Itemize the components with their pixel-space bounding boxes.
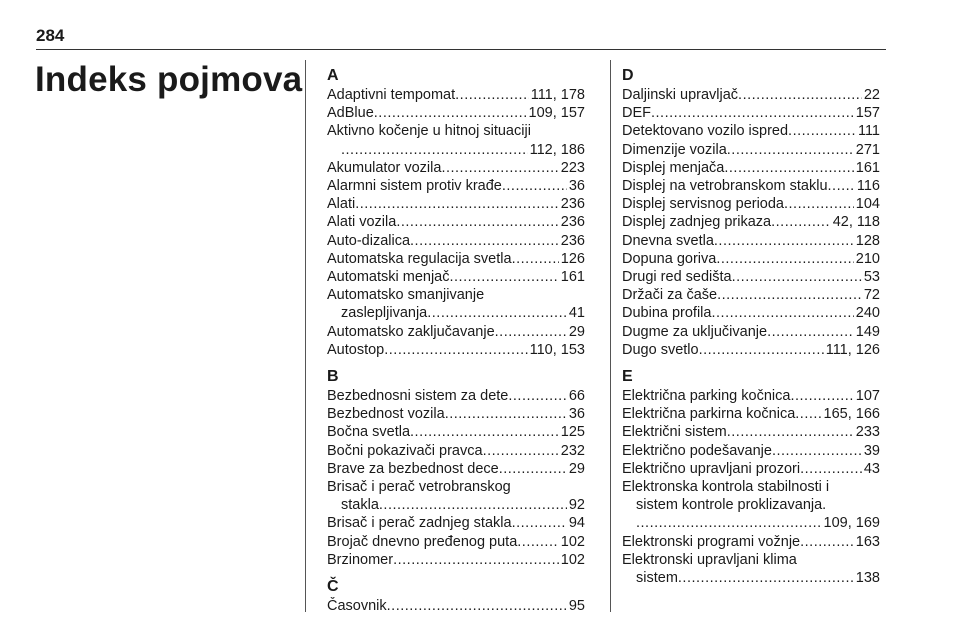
entry-pages: 163 [855,533,880,550]
entry-term: Aktivno kočenje u hitnoj situaciji [327,123,531,140]
dot-leader [738,86,862,104]
index-entry [622,442,880,460]
column-divider-left [305,60,306,612]
entry-term: Displej na vetrobranskom staklu [622,178,828,195]
dot-leader [410,232,559,250]
entry-pages: 22 [863,87,880,103]
entry-pages: 110, 153 [529,341,585,358]
entry-pages: 36 [568,406,585,423]
entry-continuation [327,496,585,514]
index-entry [622,405,880,423]
entry-continuation [622,569,880,587]
entry-term: Drugi red sedišta [622,269,732,286]
entry-pages: 94 [568,515,585,532]
entry-term-continuation: sistem kontrole proklizavanja. [636,497,827,514]
entry-pages: 240 [855,305,880,322]
dot-leader [384,341,527,359]
index-entry [622,104,880,122]
index-entry [622,177,880,195]
index-entry [622,323,880,341]
entry-pages: 236 [560,232,585,249]
entry-term: Dugo svetlo [622,341,699,358]
dot-leader [828,177,855,195]
dot-leader [636,514,822,532]
entry-term: Displej servisnog perioda [622,196,784,213]
entry-term: Akumulator vozila [327,159,442,176]
entry-term: Bočna svetla [327,424,411,441]
entry-pages: 29 [568,460,585,477]
entry-term: Detektovano vozilo ispred [622,123,789,140]
index-entry [327,514,585,532]
index-entry [327,213,585,231]
dot-leader [396,213,558,231]
dot-leader [445,405,567,423]
entry-pages: 102 [560,551,585,568]
entry-pages: 165, 166 [823,406,880,423]
index-entry [327,159,585,177]
entry-term: Automatski menjač [327,269,450,286]
index-entry [327,533,585,551]
dot-leader [651,104,854,122]
dot-leader [717,286,862,304]
index-entry [622,195,880,213]
index-column-2 [622,66,880,587]
dot-leader [732,268,862,286]
index-entry [327,597,585,615]
index-entry [327,86,585,104]
entry-pages: 42, 118 [832,214,880,231]
index-entry [327,423,585,441]
index-entry [327,195,585,213]
entry-term: Dugme za uključivanje [622,323,768,340]
entry-term: Automatsko zaključavanje [327,323,495,340]
entry-continuation [622,514,880,532]
entry-term: Brisač i perač zadnjeg stakla [327,515,512,532]
dot-leader [512,250,559,268]
index-section [327,577,585,615]
entry-continuation [327,304,585,322]
index-column-1 [327,66,585,615]
index-entry [622,304,880,322]
entry-term: Daljinski upravljač [622,87,739,103]
entry-term: Dnevna svetla [622,232,714,249]
entry-term: Električni sistem [622,424,727,441]
entry-pages: 138 [855,570,880,587]
dot-leader [502,177,567,195]
entry-term: Električna parking kočnica [622,388,791,405]
index-section [327,66,585,359]
dot-leader [495,323,567,341]
entry-pages: 233 [855,424,880,441]
entry-term: Displej zadnjeg prikaza [622,214,772,231]
entry-term: Adaptivni tempomat [327,87,456,103]
index-entry [622,122,880,140]
entry-pages: 149 [855,323,880,340]
entry-term: Automatsko smanjivanje [327,287,485,304]
index-entry [622,268,880,286]
entry-pages: 102 [560,533,585,550]
column-divider-right [610,60,611,612]
entry-term-continuation: sistem [636,570,678,587]
dot-leader [508,387,567,405]
index-section [622,367,880,587]
index-entry [327,232,585,250]
page-number: 284 [36,26,65,45]
entry-term: AdBlue [327,105,374,122]
index-entry [622,423,880,441]
index-entry [327,177,585,195]
entry-pages: 161 [560,269,585,286]
entry-continuation [327,141,585,159]
index-entry [327,122,585,158]
header-rule [36,49,886,50]
entry-pages: 109, 157 [528,105,585,122]
entry-term: Alarmni sistem protiv krađe [327,178,502,195]
entry-term: Brzinomer [327,551,394,568]
entry-term: Električna parkirna kočnica [622,406,796,423]
entry-pages: 128 [855,232,880,249]
index-entry [622,213,880,231]
dot-leader [716,250,853,268]
entry-pages: 39 [863,442,880,459]
entry-term: Električno podešavanje [622,442,772,459]
entry-term: Auto-dizalica [327,232,411,249]
dot-leader [784,195,854,213]
index-entry [327,341,585,359]
dot-leader [772,442,862,460]
dot-leader [393,551,559,569]
dot-leader [678,569,854,587]
index-entry [327,405,585,423]
section-letter: A [327,67,339,84]
dot-leader [427,304,567,322]
entry-pages: 92 [568,497,585,514]
entry-term: Automatska regulacija svetla [327,250,512,267]
index-entry [622,250,880,268]
section-letter: E [622,368,633,386]
entry-pages: 109, 169 [823,515,880,532]
index-section [622,66,880,359]
index-entry [622,460,880,478]
dot-leader [724,159,853,177]
entry-pages: 53 [863,269,880,286]
entry-pages: 223 [560,159,585,176]
entry-pages: 232 [560,442,585,459]
entry-pages: 116 [856,178,880,195]
entry-pages: 161 [855,159,880,176]
entry-pages: 95 [568,598,585,615]
index-entry [327,268,585,286]
entry-term: Dimenzije vozila [622,141,727,158]
dot-leader [499,460,567,478]
entry-pages: 29 [568,323,585,340]
entry-pages: 157 [855,105,880,122]
index-entry [327,478,585,514]
entry-term: Brave za bezbednost dece [327,460,499,477]
entry-pages: 210 [855,250,880,267]
entry-term: Alati [327,196,356,213]
entry-pages: 72 [863,287,880,304]
entry-pages: 126 [560,250,585,267]
section-letter: Č [327,578,339,596]
entry-pages: 43 [863,460,880,477]
index-entry [622,341,880,359]
entry-term: Autostop [327,341,385,358]
dot-leader [517,533,559,551]
entry-term: DEF [622,105,651,122]
entry-pages: 125 [560,424,585,441]
entry-term: Alati vozila [327,214,397,231]
section-letter: B [327,368,339,386]
index-entry [622,551,880,587]
entry-term-continuation: zaslepljivanja [341,305,428,322]
dot-leader [771,213,831,231]
entry-term: Bočni pokazivači pravca [327,442,483,459]
dot-leader [714,232,854,250]
dot-leader [483,442,559,460]
entry-term: Brojač dnevno pređenog puta [327,533,518,550]
section-letter: D [622,67,634,84]
dot-leader [800,533,854,551]
dot-leader [355,195,559,213]
entry-pages: 236 [560,196,585,213]
entry-pages: 36 [568,178,585,195]
dot-leader [387,597,567,615]
index-entry [622,159,880,177]
entry-term-continuation: stakla [341,497,379,514]
entry-pages: 111, 126 [825,341,880,358]
index-entry [622,533,880,551]
dot-leader [788,122,856,140]
entry-pages: 271 [855,141,880,158]
dot-leader [727,423,854,441]
dot-leader [441,159,558,177]
entry-pages: 112, 186 [529,141,585,158]
index-entry [622,232,880,250]
dot-leader [800,460,862,478]
entry-pages: 66 [568,388,585,405]
dot-leader [711,304,853,322]
entry-pages: 111 [857,123,880,140]
index-entry [327,460,585,478]
index-section [327,367,585,569]
index-entry [327,551,585,569]
entry-pages: 107 [855,388,880,405]
page-title: Indeks pojmova [35,60,303,99]
index-entry [327,323,585,341]
dot-leader [379,496,567,514]
dot-leader [795,405,821,423]
entry-term: Elektronski upravljani klima [622,551,797,568]
dot-leader [410,423,559,441]
entry-term: Držači za čaše [622,287,718,304]
entry-term: Dubina profila [622,305,712,322]
dot-leader [450,268,559,286]
dot-leader [374,104,527,122]
entry-term: Brisač i perač vetrobranskog [327,479,511,496]
entry-term: Dopuna goriva [622,250,717,267]
index-entry [622,478,880,533]
dot-leader [790,387,853,405]
entry-term: Električno upravljani prozori [622,460,801,477]
entry-term: Displej menjača [622,159,725,176]
index-entry [327,104,585,122]
index-entry [622,86,880,104]
dot-leader [341,141,528,159]
index-entry [622,286,880,304]
entry-pages: 104 [855,196,880,213]
dot-leader [727,141,854,159]
entry-term: Časovnik [327,598,387,615]
index-entry [327,442,585,460]
entry-pages: 111, 178 [530,87,585,103]
entry-pages: 236 [560,214,585,231]
entry-pages: 41 [568,305,585,322]
dot-leader [767,323,854,341]
entry-term: Elektronski programi vožnje [622,533,801,550]
entry-term: Elektronska kontrola stabilnosti i [622,479,830,496]
index-entry [327,286,585,322]
index-entry [622,141,880,159]
index-entry [327,387,585,405]
dot-leader [699,341,824,359]
dot-leader [512,514,567,532]
entry-term: Bezbednosni sistem za dete [327,388,509,405]
index-entry [327,250,585,268]
dot-leader [455,86,529,104]
entry-term: Bezbednost vozila [327,406,445,423]
index-entry [622,387,880,405]
